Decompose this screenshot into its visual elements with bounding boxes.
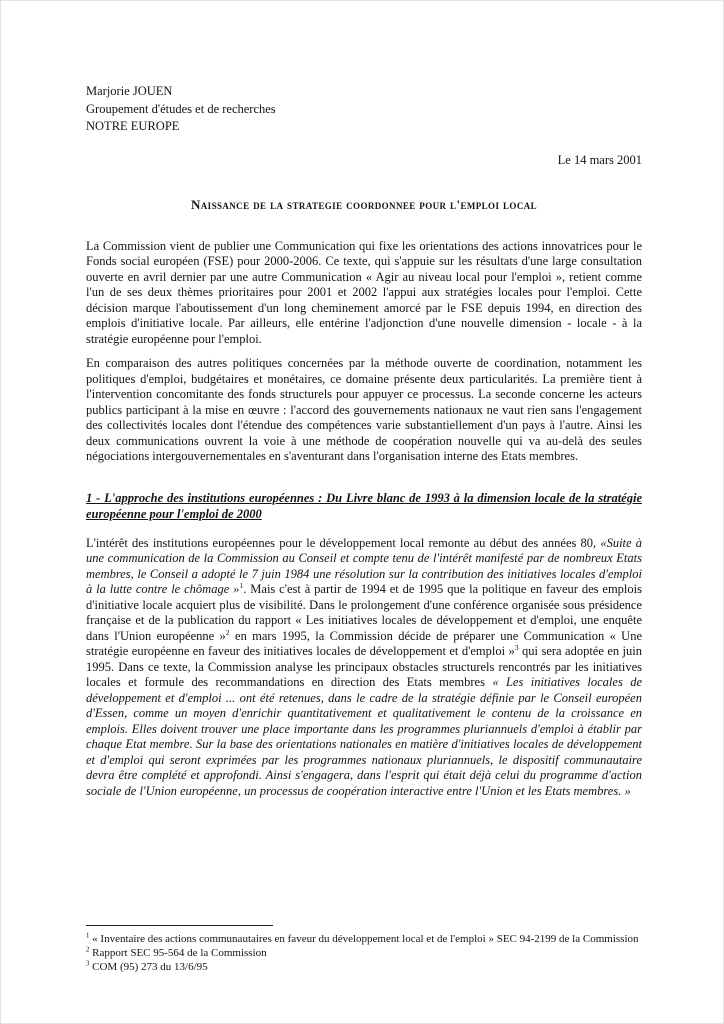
footnote-text: « Inventaire des actions communautaires en faveur du développement local et de l'emploi » SEC 94-2199 de la Commission (89, 933, 639, 945)
author-institution: NOTRE EUROPE (86, 119, 180, 133)
paragraph-1: La Commission vient de publier une Communication qui fixe les orientations des actions innovatrices pour le Fonds social européen (FSE) pour 2000-2006. Ce texte, qui s'appuie sur les résultats d'une large consultation ouverte en avril dernier par une autre Communication « Agir au niveau local pour l'emploi », retient comme l'un de ses deux thèmes prioritaires pour 2001 et 2002 l'appui aux stratégies locales pour l'emploi. Cette décision marque l'aboutissement d'un long cheminement amorcé par le FSE depuis 1994, en direction des emplois d'initiative locale. Par ailleurs, elle entérine l'adjonction d'une nouvelle dimension - locale - à la stratégie européenne pour l'emploi. (86, 238, 642, 346)
author-name: Marjorie JOUEN (86, 84, 173, 98)
footnote-1 (86, 933, 642, 947)
footnote-3 (86, 961, 642, 975)
footnote-text: COM (95) 273 du 13/6/95 (89, 960, 208, 973)
paragraph-3 (86, 536, 642, 800)
footnote-number: 1 (86, 932, 90, 940)
paragraph-2: En comparaison des autres politiques concernées par la méthode ouverte de coordination, notamment les politiques d'emploi, budgétaires et monétaires, ce domaine présente deux particularités. La première tient à l'intervention concomitante des fonds structurels pour appuyer ce processus. La seconde concerne les acteurs publics participant à la mise en œuvre : l'accord des gouvernements nationaux ne vaut rien sans l'engagement des collectivités locales dont l'étendue des compétences varie substantiellement d'un pays à l'autre. Ainsi les deux communications ouvrent la voie à une méthode de coopération nouvelle qui va au-delà des seules négociations intergouvernementales en s'aventurant dans l'organisation interne des Etats membres. (86, 356, 642, 463)
footnote-2 (86, 947, 642, 961)
document-title: Naissance de la strategie coordonnee pour l'emploi local (190, 196, 538, 212)
footnote-reference-2: 2 (225, 627, 230, 637)
footnote-text: Rapport SEC 95-564 de la Commission (89, 946, 267, 959)
text-run: en mars 1995, la Commission décide de préparer une Communication « Une stratégie européenne en faveur des initiatives locales de développement et d'emploi » (86, 628, 643, 658)
author-block (86, 83, 642, 136)
footnote-number: 3 (86, 959, 90, 967)
footnote-reference-1: 1 (239, 580, 244, 590)
footnote-separator (86, 925, 273, 926)
document-content (86, 83, 642, 799)
author-organization: Groupement d'études et de recherches (86, 101, 276, 116)
quote-run: « Les initiatives locales de développement et d'emploi ... ont été retenues, dans le cadre de la stratégie définie par le Conseil européen d'Essen, comme un moyen d'enrichir quantitativement et qualitativement le contenu de la croissance en emplois. Elles doivent trouver une place importante dans les programmes pluriannuels d'emploi à établir par chaque Etat membre. Sur la base des orientations nationales en matière d'initiatives locales de développement et d'emploi qui seront exprimées par les programmes nationaux pluriannuels, le dispositif communautaire devra être complété et approfondi. Ainsi s'engagera, dans l'esprit qui était déjà celui du programme d'action sociale de l'Union européenne, un processus de coopération interactive entre l'Union et les Etats membres. » (86, 675, 642, 798)
footnotes-section (86, 925, 642, 974)
section-1-heading: 1 - L'approche des institutions européennes : Du Livre blanc de 1993 à la dimension locale de la stratégie européenne pour l'emploi de 2000 (86, 490, 642, 521)
text-run: L'intérêt des institutions européennes pour le développement local remonte au début des années 80, (86, 535, 601, 550)
quote-run: «Suite à une communication de la Commission au Conseil et compte tenu de l'intérêt manifesté par de nombreux Etats membres, le Conseil a adopté le 7 juin 1984 une résolution sur la contribution des initiatives locales d'emploi à la lutte contre le chômage » (86, 535, 642, 596)
text-run: . Mais c'est à partir de 1994 et de 1995 que la politique en faveur des emplois d'initiative locale acquiert plus de visibilité. Dans le prolongement d'une conférence organisée sous présidence française et de la publication du rapport « Les initiatives locales de développement et d'emploi, une enquête dans l'Union européenne » (86, 582, 642, 643)
footnote-reference-3: 3 (514, 642, 519, 652)
text-run: qui sera adoptée en juin 1995. Dans ce texte, la Commission analyse les principaux obstacles structurels rencontrés par les initiatives locales et formule des recommandations en direction des Etats membres (86, 644, 642, 689)
date-line: Le 14 mars 2001 (557, 152, 642, 167)
footnote-number: 2 (86, 946, 90, 954)
